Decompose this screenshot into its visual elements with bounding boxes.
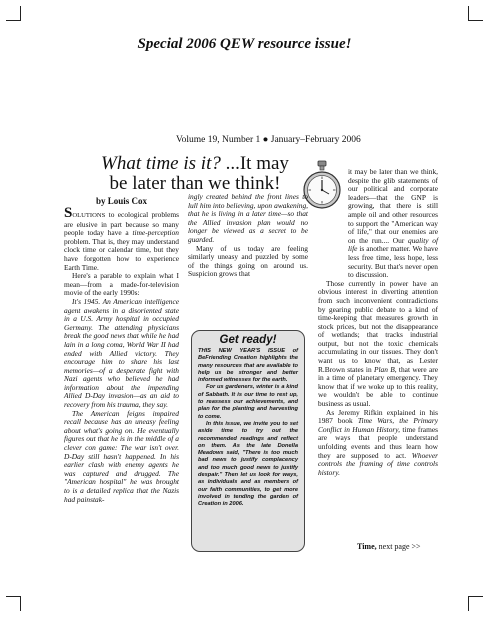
col1-p1-text-b: problem. That is, they may understand clock time or calendar time, but they have forgotten how to experience Earth Time.	[64, 236, 179, 272]
sidebar-paragraph-1: THIS NEW YEAR'S ISSUE of BeFriending Creation highlights the many resources that are available to help us be stronger and better informed witnesses for the earth.	[198, 348, 298, 384]
col2-paragraph-2: Many of us today are feeling similarly uneasy and puzzled by some of the things going on around us. Suspicion grows that	[188, 243, 308, 279]
col3-p3-text-b: time frames are ways that people understand unfolding events and thus learn how they are supposed to act.	[318, 424, 438, 460]
byline: by Louis Cox	[96, 196, 148, 206]
col3-p2-italic: Plan B,	[373, 364, 397, 374]
col1-paragraph-3: It's 1945. An American intelligence agent awakens in a disoriented state in a U.S. Army hospital in occupied Germany. The attending physicians break the good news that while he had lain in a long coma, World War II had ended with Allied victory. They encourage him to share his last memories—of a desperate fight with Nazi agents who believed he had information about the impending Allied D-Day invasion—as an aid to recovery from his trauma, they say.	[64, 296, 179, 410]
col3-paragraph-3	[318, 409, 438, 478]
col3-p1-text-b: is another matter. We have less free time, less hope, less security. But that's never open to discussion.	[348, 244, 438, 280]
sidebar-paragraph-3: In this issue, we invite you to set aside time to try out the recommended readings and reflect on them. As the late Donella Meadows said, "There is too much bad news to justify complacency and too much good news to justify despair." Then let us look for ways, as individuals and as members of our faith communities, to get more involved in tending the garden of Creation in 2006.	[198, 420, 298, 508]
col3-p3-italic-2: Whoever controls the framing of time controls history.	[318, 450, 438, 477]
crop-mark-top-right	[468, 6, 483, 21]
col3-p1-italic: quality of life	[348, 235, 439, 254]
col1-p1-text: to ecological problems are elusive in part because so many people today have a	[64, 210, 179, 238]
col3-p2-text-b: that were are in a time of planetary emergency. They know that if we woke up to this reality, we wouldn't be able to continue business as usual.	[318, 364, 439, 409]
article-headline	[90, 154, 300, 194]
sidebar-paragraph-2: For us gardeners, winter is a kind of Sabbath. It is our time to rest up, to reassess our achievements, and plan for the planting and harvesting to come.	[198, 384, 298, 420]
col3-p1-text: it may be later than we think, despite the glib statements of our political and corporate leaders—that the GNP is growing, that there is still ample oil and other resources to support the "American way of life," that our enemies are on the run.... Our	[348, 167, 438, 245]
col1-paragraph-1	[64, 205, 179, 272]
sidebar-title: Get ready!	[219, 334, 277, 346]
col3-p3-italic: Time Wars, the Primary Conflict in Human History,	[318, 416, 438, 434]
col1-p1-italic: time-perception	[132, 228, 179, 238]
issue-line: Volume 19, Number 1 ● January–February 2006	[176, 135, 361, 145]
col3-p2-text: Those currently in power have an obvious interest in diverting attention from such inconvenient contradictions by gearing public debate to a kind of time-keeping that measures growth in stock prices, but not the disappearance of wetlands; that tracks industrial output, but not the toxic chemicals accumulating in our tissues. They don't want us to know that, as Lester R.Brown states in	[318, 278, 438, 374]
col2-paragraph-1: ingly created behind the front lines to lull him into believing, upon awakening, that he is living in a later time—so that the Allied invasion plan would no longer be viewed as a secret to be guarded.	[188, 192, 308, 244]
col3-paragraph-1	[318, 168, 438, 280]
continued-next-page[interactable]	[357, 542, 421, 551]
headline-part-2: ...It may be later than we think!	[109, 153, 289, 194]
article-column-2	[188, 193, 308, 279]
continued-text: next page >>	[376, 542, 421, 551]
crop-mark-top-left	[6, 6, 21, 21]
col1-paragraph-4: The American feigns impaired recall because has an uneasy feeling about what's going on. He eventually figures out that he is in the middle of a clever con game: The war isn't over. D-Day still hasn't happened. In his earlier clash with enemy agents he was captured and drugged. The "American hospital" he was brought to is a detailed replica that the Nazis had painstak-	[64, 408, 179, 504]
article-column-3	[318, 168, 438, 477]
continued-label: Time,	[357, 542, 377, 551]
crop-mark-bottom-right	[468, 596, 483, 611]
col1-paragraph-2: Here's a parable to explain what I mean—from a made-for-television movie of the early 1990s:	[64, 271, 179, 298]
drop-cap: S	[64, 205, 73, 221]
headline-part-1: What time is it?	[101, 153, 221, 174]
special-issue-banner: Special 2006 QEW resource issue!	[137, 36, 352, 52]
col1-smallcaps: OLUTIONS	[72, 212, 106, 219]
article-column-1	[64, 205, 179, 504]
col3-paragraph-2	[318, 280, 438, 409]
get-ready-sidebar	[191, 330, 305, 552]
crop-mark-bottom-left	[6, 596, 21, 611]
col3-p3-text: As Jeremy Rifkin explained in his 1987 book	[318, 407, 438, 426]
